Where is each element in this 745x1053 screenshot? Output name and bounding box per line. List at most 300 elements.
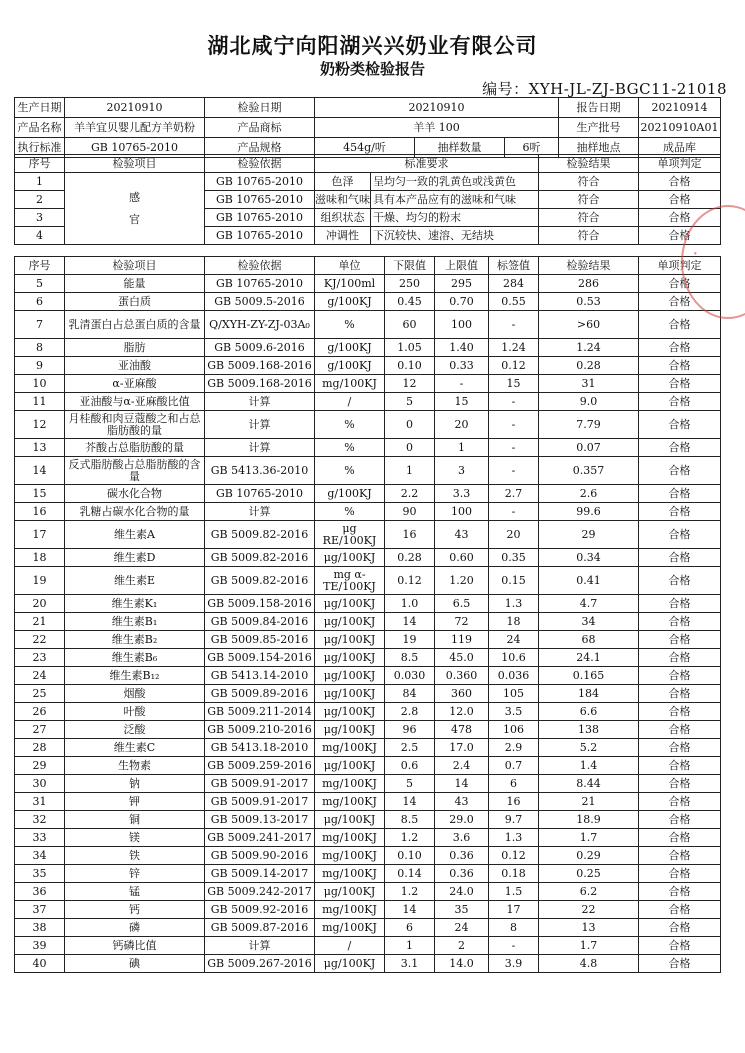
result-row <box>15 955 721 973</box>
test-basis: GB 5009.82-2016 <box>205 549 315 567</box>
test-item: 维生素C <box>65 739 205 757</box>
test-result: >60 <box>539 311 639 339</box>
test-basis: GB 5009.158-2016 <box>205 595 315 613</box>
label-value: 10.6 <box>489 649 539 667</box>
test-result: 21 <box>539 793 639 811</box>
test-basis: GB 5009.241-2017 <box>205 829 315 847</box>
sensory-attribute: 色泽 <box>315 173 371 191</box>
lower-limit: 0.10 <box>385 847 435 865</box>
results-header: 单项判定 <box>639 257 721 275</box>
sensory-basis: GB 10765-2010 <box>205 227 315 245</box>
label-value: 0.18 <box>489 865 539 883</box>
judgement: 合格 <box>639 919 721 937</box>
test-result: 0.41 <box>539 567 639 595</box>
test-result: 286 <box>539 275 639 293</box>
result-row <box>15 595 721 613</box>
sensory-row <box>15 173 721 191</box>
test-result: 1.24 <box>539 339 639 357</box>
test-basis: GB 5009.87-2016 <box>205 919 315 937</box>
row-no: 18 <box>15 549 65 567</box>
test-result: 13 <box>539 919 639 937</box>
label-value: 17 <box>489 901 539 919</box>
unit: g/100KJ <box>315 339 385 357</box>
unit: % <box>315 311 385 339</box>
test-item: 维生素B₂ <box>65 631 205 649</box>
test-result: 0.165 <box>539 667 639 685</box>
test-item: 维生素B₆ <box>65 649 205 667</box>
label-value: - <box>489 393 539 411</box>
label-value: 1.3 <box>489 829 539 847</box>
test-item: 芥酸占总脂肪酸的量 <box>65 439 205 457</box>
test-basis: 计算 <box>205 937 315 955</box>
unit: μg/100KJ <box>315 613 385 631</box>
results-header: 检验依据 <box>205 257 315 275</box>
label-value: 18 <box>489 613 539 631</box>
label-value: 0.036 <box>489 667 539 685</box>
upper-limit: 35 <box>435 901 489 919</box>
test-item: 铁 <box>65 847 205 865</box>
result-row <box>15 739 721 757</box>
test-basis: GB 5009.85-2016 <box>205 631 315 649</box>
row-no: 19 <box>15 567 65 595</box>
test-result: 0.25 <box>539 865 639 883</box>
result-row <box>15 919 721 937</box>
test-basis: 计算 <box>205 439 315 457</box>
test-result: 4.8 <box>539 955 639 973</box>
row-no: 33 <box>15 829 65 847</box>
results-header: 标签值 <box>489 257 539 275</box>
result-row <box>15 775 721 793</box>
test-result: 0.357 <box>539 457 639 485</box>
unit: μg/100KJ <box>315 649 385 667</box>
row-no: 27 <box>15 721 65 739</box>
label-value: 20 <box>489 521 539 549</box>
unit: μg/100KJ <box>315 549 385 567</box>
result-row <box>15 439 721 457</box>
test-basis: 计算 <box>205 503 315 521</box>
test-item: 锰 <box>65 883 205 901</box>
test-item: 锌 <box>65 865 205 883</box>
test-basis: GB 5009.168-2016 <box>205 357 315 375</box>
result-row <box>15 457 721 485</box>
unit: mg/100KJ <box>315 775 385 793</box>
sensory-header: 检验项目 <box>65 155 205 173</box>
label-value: 6 <box>489 775 539 793</box>
lower-limit: 14 <box>385 901 435 919</box>
result-row <box>15 631 721 649</box>
upper-limit: 6.5 <box>435 595 489 613</box>
sensory-requirement: 干燥、均匀的粉末 <box>371 209 539 227</box>
judgement: 合格 <box>639 503 721 521</box>
upper-limit: 3 <box>435 457 489 485</box>
upper-limit: 12.0 <box>435 703 489 721</box>
result-row <box>15 393 721 411</box>
sample-qty-label: 抽样数量 <box>415 138 505 158</box>
lower-limit: 0.6 <box>385 757 435 775</box>
sensory-result: 符合 <box>539 227 639 245</box>
label-value: 0.7 <box>489 757 539 775</box>
judgement: 合格 <box>639 667 721 685</box>
label-value: 105 <box>489 685 539 703</box>
test-item: 能量 <box>65 275 205 293</box>
test-item: 维生素K₁ <box>65 595 205 613</box>
label-value: - <box>489 503 539 521</box>
test-basis: GB 10765-2010 <box>205 275 315 293</box>
upper-limit: 119 <box>435 631 489 649</box>
test-basis: GB 5009.242-2017 <box>205 883 315 901</box>
test-basis: 计算 <box>205 393 315 411</box>
sensory-header: 标准要求 <box>315 155 539 173</box>
unit: mg/100KJ <box>315 739 385 757</box>
unit: mg/100KJ <box>315 793 385 811</box>
upper-limit: 360 <box>435 685 489 703</box>
sample-place-label: 抽样地点 <box>559 138 639 158</box>
test-item: 钙 <box>65 901 205 919</box>
unit: μg/100KJ <box>315 667 385 685</box>
prod-date-label: 生产日期 <box>15 98 65 118</box>
unit: μg/100KJ <box>315 955 385 973</box>
unit: μg/100KJ <box>315 757 385 775</box>
test-item: 生物素 <box>65 757 205 775</box>
result-row <box>15 293 721 311</box>
lower-limit: 1.2 <box>385 883 435 901</box>
lower-limit: 0 <box>385 439 435 457</box>
test-item: 镁 <box>65 829 205 847</box>
test-basis: GB 5009.259-2016 <box>205 757 315 775</box>
result-row <box>15 901 721 919</box>
upper-limit: 43 <box>435 793 489 811</box>
row-no: 8 <box>15 339 65 357</box>
judgement: 合格 <box>639 847 721 865</box>
test-result: 7.79 <box>539 411 639 439</box>
test-basis: GB 5009.82-2016 <box>205 521 315 549</box>
sensory-attribute: 冲调性 <box>315 227 371 245</box>
result-row <box>15 613 721 631</box>
sensory-requirement: 具有本产品应有的滋味和气味 <box>371 191 539 209</box>
results-header: 下限值 <box>385 257 435 275</box>
test-result: 0.07 <box>539 439 639 457</box>
label-value: 9.7 <box>489 811 539 829</box>
test-result: 6.2 <box>539 883 639 901</box>
sensory-requirement: 下沉较快、速溶、无结块 <box>371 227 539 245</box>
test-result: 6.6 <box>539 703 639 721</box>
sensory-no: 2 <box>15 191 65 209</box>
upper-limit: 0.60 <box>435 549 489 567</box>
row-no: 35 <box>15 865 65 883</box>
row-no: 15 <box>15 485 65 503</box>
test-result: 4.7 <box>539 595 639 613</box>
test-result: 18.9 <box>539 811 639 829</box>
row-no: 13 <box>15 439 65 457</box>
batch-value: 20210910A01 <box>639 118 721 138</box>
sensory-table <box>14 154 721 245</box>
test-item: 亚油酸 <box>65 357 205 375</box>
row-no: 17 <box>15 521 65 549</box>
sensory-judgement: 合格 <box>639 191 721 209</box>
unit: μg RE/100KJ <box>315 521 385 549</box>
upper-limit: 15 <box>435 393 489 411</box>
unit: / <box>315 393 385 411</box>
test-results-table <box>14 256 721 973</box>
unit: % <box>315 503 385 521</box>
lower-limit: 1.05 <box>385 339 435 357</box>
test-item: 维生素B₁₂ <box>65 667 205 685</box>
judgement: 合格 <box>639 865 721 883</box>
upper-limit: 45.0 <box>435 649 489 667</box>
lower-limit: 0.10 <box>385 357 435 375</box>
product-info-table <box>14 97 721 158</box>
test-basis: GB 5009.267-2016 <box>205 955 315 973</box>
standard-value: GB 10765-2010 <box>65 138 205 158</box>
brand-value: 羊羊 100 <box>315 118 559 138</box>
upper-limit: 2.4 <box>435 757 489 775</box>
result-row <box>15 357 721 375</box>
row-no: 28 <box>15 739 65 757</box>
row-no: 37 <box>15 901 65 919</box>
test-item: 反式脂肪酸占总脂肪酸的含量 <box>65 457 205 485</box>
judgement: 合格 <box>639 567 721 595</box>
lower-limit: 16 <box>385 521 435 549</box>
test-item: 蛋白质 <box>65 293 205 311</box>
label-value: - <box>489 439 539 457</box>
test-item: 维生素A <box>65 521 205 549</box>
upper-limit: 100 <box>435 311 489 339</box>
spec-value: 454g/听 <box>315 138 415 158</box>
test-item: 维生素D <box>65 549 205 567</box>
test-item: 烟酸 <box>65 685 205 703</box>
result-row <box>15 757 721 775</box>
test-item: 维生素B₁ <box>65 613 205 631</box>
sensory-attribute: 组织状态 <box>315 209 371 227</box>
unit: mg/100KJ <box>315 829 385 847</box>
lower-limit: 90 <box>385 503 435 521</box>
test-item: 维生素E <box>65 567 205 595</box>
label-value: - <box>489 311 539 339</box>
report-title: 奶粉类检验报告 <box>319 60 425 78</box>
company-title: 湖北咸宁向阳湖兴兴奶业有限公司 <box>207 33 538 58</box>
lower-limit: 0.45 <box>385 293 435 311</box>
lower-limit: 0 <box>385 411 435 439</box>
row-no: 36 <box>15 883 65 901</box>
report-date-label: 报告日期 <box>559 98 639 118</box>
row-no: 12 <box>15 411 65 439</box>
unit: μg/100KJ <box>315 721 385 739</box>
test-basis: GB 5413.14-2010 <box>205 667 315 685</box>
test-result: 1.4 <box>539 757 639 775</box>
test-basis: Q/XYH-ZY-ZJ-03A₀ <box>205 311 315 339</box>
label-value: 16 <box>489 793 539 811</box>
judgement: 合格 <box>639 613 721 631</box>
unit: μg/100KJ <box>315 685 385 703</box>
label-value: 2.9 <box>489 739 539 757</box>
judgement: 合格 <box>639 937 721 955</box>
insp-date-value: 20210910 <box>315 98 559 118</box>
row-no: 34 <box>15 847 65 865</box>
judgement: 合格 <box>639 793 721 811</box>
unit: μg/100KJ <box>315 703 385 721</box>
sensory-result: 符合 <box>539 191 639 209</box>
test-result: 34 <box>539 613 639 631</box>
test-item: 钾 <box>65 793 205 811</box>
sensory-no: 1 <box>15 173 65 191</box>
sensory-basis: GB 10765-2010 <box>205 191 315 209</box>
results-header: 检验项目 <box>65 257 205 275</box>
test-item: 磷 <box>65 919 205 937</box>
lower-limit: 1.0 <box>385 595 435 613</box>
test-result: 1.7 <box>539 829 639 847</box>
judgement: 合格 <box>639 739 721 757</box>
lower-limit: 5 <box>385 393 435 411</box>
results-header: 检验结果 <box>539 257 639 275</box>
judgement: 合格 <box>639 811 721 829</box>
unit: mg α-TE/100KJ <box>315 567 385 595</box>
spec-label: 产品规格 <box>205 138 315 158</box>
row-no: 11 <box>15 393 65 411</box>
judgement: 合格 <box>639 275 721 293</box>
label-value: 2.7 <box>489 485 539 503</box>
test-item: 乳糖占碳水化合物的量 <box>65 503 205 521</box>
lower-limit: 0.28 <box>385 549 435 567</box>
upper-limit: 3.6 <box>435 829 489 847</box>
test-basis: GB 5009.6-2016 <box>205 339 315 357</box>
upper-limit: 14 <box>435 775 489 793</box>
label-value: - <box>489 457 539 485</box>
test-result: 29 <box>539 521 639 549</box>
unit: μg/100KJ <box>315 595 385 613</box>
unit: % <box>315 457 385 485</box>
test-basis: GB 5009.84-2016 <box>205 613 315 631</box>
result-row <box>15 811 721 829</box>
judgement: 合格 <box>639 311 721 339</box>
result-row <box>15 703 721 721</box>
test-result: 22 <box>539 901 639 919</box>
judgement: 合格 <box>639 703 721 721</box>
result-row <box>15 521 721 549</box>
sensory-header: 检验依据 <box>205 155 315 173</box>
lower-limit: 96 <box>385 721 435 739</box>
unit: μg/100KJ <box>315 811 385 829</box>
sensory-result: 符合 <box>539 209 639 227</box>
result-row <box>15 721 721 739</box>
result-row <box>15 649 721 667</box>
row-no: 5 <box>15 275 65 293</box>
row-no: 7 <box>15 311 65 339</box>
judgement: 合格 <box>639 685 721 703</box>
batch-label: 生产批号 <box>559 118 639 138</box>
label-value: 0.12 <box>489 847 539 865</box>
lower-limit: 60 <box>385 311 435 339</box>
judgement: 合格 <box>639 339 721 357</box>
row-no: 21 <box>15 613 65 631</box>
label-value: 15 <box>489 375 539 393</box>
sensory-header: 序号 <box>15 155 65 173</box>
result-row <box>15 667 721 685</box>
upper-limit: 24 <box>435 919 489 937</box>
test-result: 0.28 <box>539 357 639 375</box>
sensory-no: 4 <box>15 227 65 245</box>
report-date-value: 20210914 <box>639 98 721 118</box>
unit: μg/100KJ <box>315 883 385 901</box>
standard-label: 执行标准 <box>15 138 65 158</box>
test-result: 31 <box>539 375 639 393</box>
lower-limit: 3.1 <box>385 955 435 973</box>
sensory-group-label: 感 官 <box>65 173 205 245</box>
row-no: 25 <box>15 685 65 703</box>
result-row <box>15 411 721 439</box>
test-basis: GB 5009.91-2017 <box>205 775 315 793</box>
result-row <box>15 567 721 595</box>
unit: % <box>315 411 385 439</box>
upper-limit: 1.40 <box>435 339 489 357</box>
test-result: 1.7 <box>539 937 639 955</box>
test-item: 铜 <box>65 811 205 829</box>
test-item: α-亚麻酸 <box>65 375 205 393</box>
upper-limit: 3.3 <box>435 485 489 503</box>
lower-limit: 8.5 <box>385 649 435 667</box>
upper-limit: 17.0 <box>435 739 489 757</box>
judgement: 合格 <box>639 485 721 503</box>
unit: % <box>315 439 385 457</box>
label-value: 106 <box>489 721 539 739</box>
unit: / <box>315 937 385 955</box>
label-value: 0.55 <box>489 293 539 311</box>
lower-limit: 1.2 <box>385 829 435 847</box>
test-item: 叶酸 <box>65 703 205 721</box>
test-item: 钠 <box>65 775 205 793</box>
judgement: 合格 <box>639 457 721 485</box>
lower-limit: 1 <box>385 457 435 485</box>
result-row <box>15 485 721 503</box>
lower-limit: 12 <box>385 375 435 393</box>
row-no: 23 <box>15 649 65 667</box>
judgement: 合格 <box>639 757 721 775</box>
upper-limit: 43 <box>435 521 489 549</box>
results-header: 单位 <box>315 257 385 275</box>
test-basis: GB 5009.168-2016 <box>205 375 315 393</box>
sensory-judgement: 合格 <box>639 227 721 245</box>
test-result: 0.53 <box>539 293 639 311</box>
label-value: - <box>489 411 539 439</box>
test-result: 99.6 <box>539 503 639 521</box>
results-header: 上限值 <box>435 257 489 275</box>
unit: mg/100KJ <box>315 847 385 865</box>
row-no: 16 <box>15 503 65 521</box>
row-no: 38 <box>15 919 65 937</box>
row-no: 24 <box>15 667 65 685</box>
test-basis: GB 5009.211-2014 <box>205 703 315 721</box>
result-row <box>15 883 721 901</box>
test-basis: GB 5009.13-2017 <box>205 811 315 829</box>
result-row <box>15 793 721 811</box>
test-basis: 计算 <box>205 411 315 439</box>
brand-label: 产品商标 <box>205 118 315 138</box>
label-value: 1.5 <box>489 883 539 901</box>
unit: μg/100KJ <box>315 631 385 649</box>
label-value: 0.15 <box>489 567 539 595</box>
row-no: 9 <box>15 357 65 375</box>
red-seal-stamp: · <box>681 205 745 319</box>
test-basis: GB 5009.5-2016 <box>205 293 315 311</box>
label-value: 0.12 <box>489 357 539 375</box>
unit: g/100KJ <box>315 357 385 375</box>
test-item: 碘 <box>65 955 205 973</box>
test-result: 5.2 <box>539 739 639 757</box>
lower-limit: 8.5 <box>385 811 435 829</box>
row-no: 31 <box>15 793 65 811</box>
test-basis: GB 5413.36-2010 <box>205 457 315 485</box>
judgement: 合格 <box>639 595 721 613</box>
upper-limit: 1 <box>435 439 489 457</box>
